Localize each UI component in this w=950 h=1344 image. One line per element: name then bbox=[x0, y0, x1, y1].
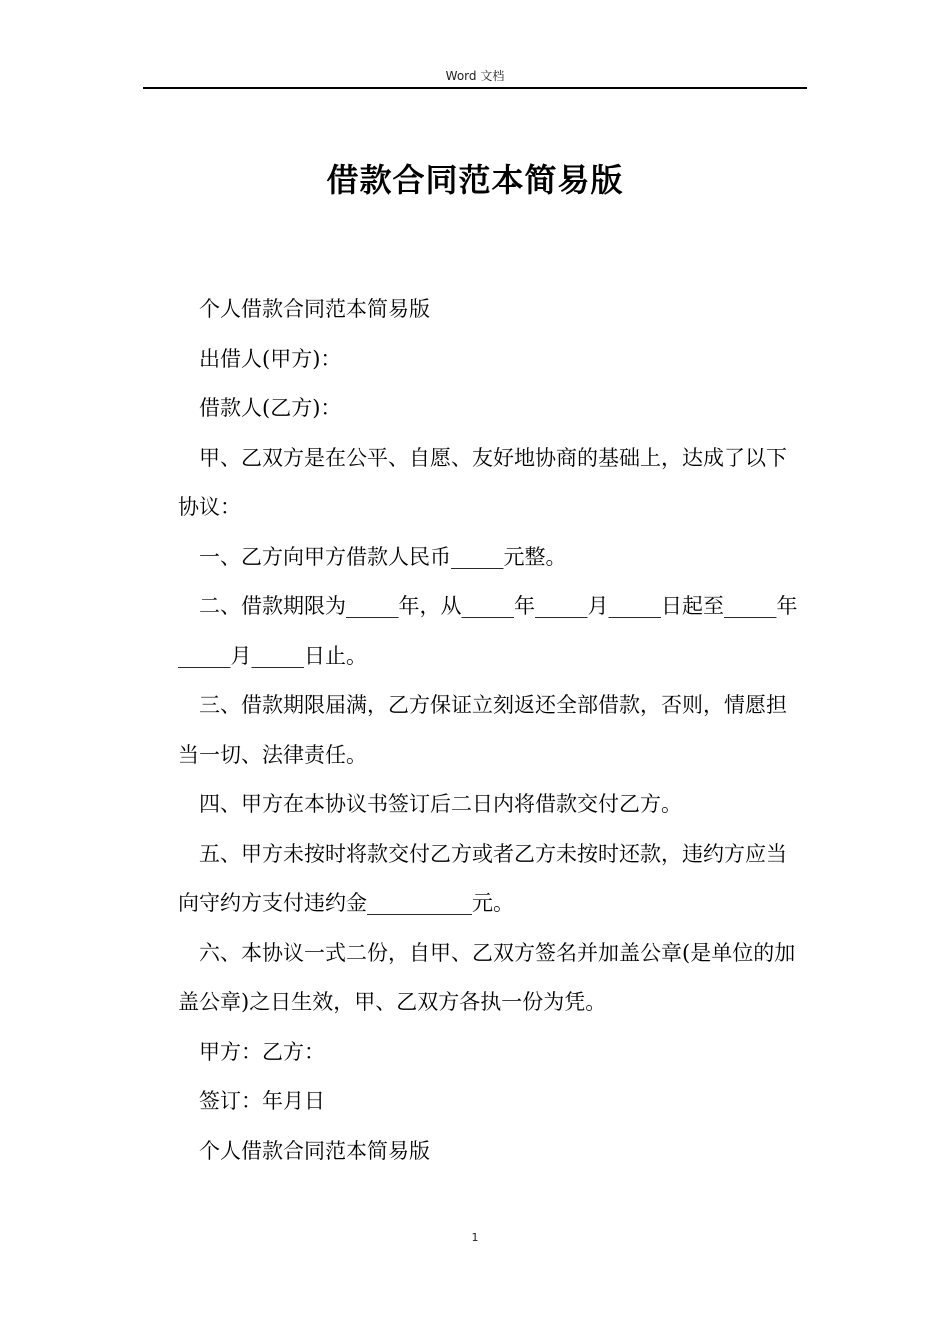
paragraph-borrower: 借款人(乙方)： bbox=[199, 396, 342, 420]
paragraph-agreement-intro: 甲、乙双方是在公平、自愿、友好地协商的基础上，达成了以下协议： bbox=[178, 445, 787, 519]
paragraph-clause-1: 一、乙方向甲方借款人民币_____元整。 bbox=[199, 544, 567, 569]
document-body bbox=[178, 285, 802, 1176]
header-rule bbox=[143, 87, 807, 89]
paragraph-clause-2: 二、借款期限为_____年，从_____年_____月_____日起至_____年_____月_____日止。 bbox=[178, 594, 798, 668]
paragraph-clause-5: 五、甲方未按时将款交付乙方或者乙方未按时还款，违约方应当向守约方支付违约金__________元。 bbox=[178, 841, 787, 915]
paragraph-clause-4: 四、甲方在本协议书签订后二日内将借款交付乙方。 bbox=[199, 792, 682, 816]
paragraph-signatures: 甲方：乙方： bbox=[199, 1039, 325, 1064]
paragraph-signing-date: 签订：年月日 bbox=[199, 1089, 325, 1113]
paragraph-lender: 出借人(甲方)： bbox=[199, 346, 342, 371]
page-header: Word 文档 bbox=[445, 69, 505, 83]
paragraph-clause-3: 三、借款期限届满，乙方保证立刻返还全部借款，否则，情愿担当一切、法律责任。 bbox=[178, 693, 787, 767]
paragraph-clause-6: 六、本协议一式二份，自甲、乙双方签名并加盖公章(是单位的加盖公章)之日生效，甲、乙双方各执一份为凭。 bbox=[178, 940, 796, 1014]
paragraph-subtitle: 个人借款合同范本简易版 bbox=[199, 297, 430, 321]
document-title: 借款合同范本简易版 bbox=[326, 161, 624, 199]
page-number: 1 bbox=[471, 1231, 479, 1244]
paragraph-next-heading: 个人借款合同范本简易版 bbox=[199, 1138, 430, 1163]
